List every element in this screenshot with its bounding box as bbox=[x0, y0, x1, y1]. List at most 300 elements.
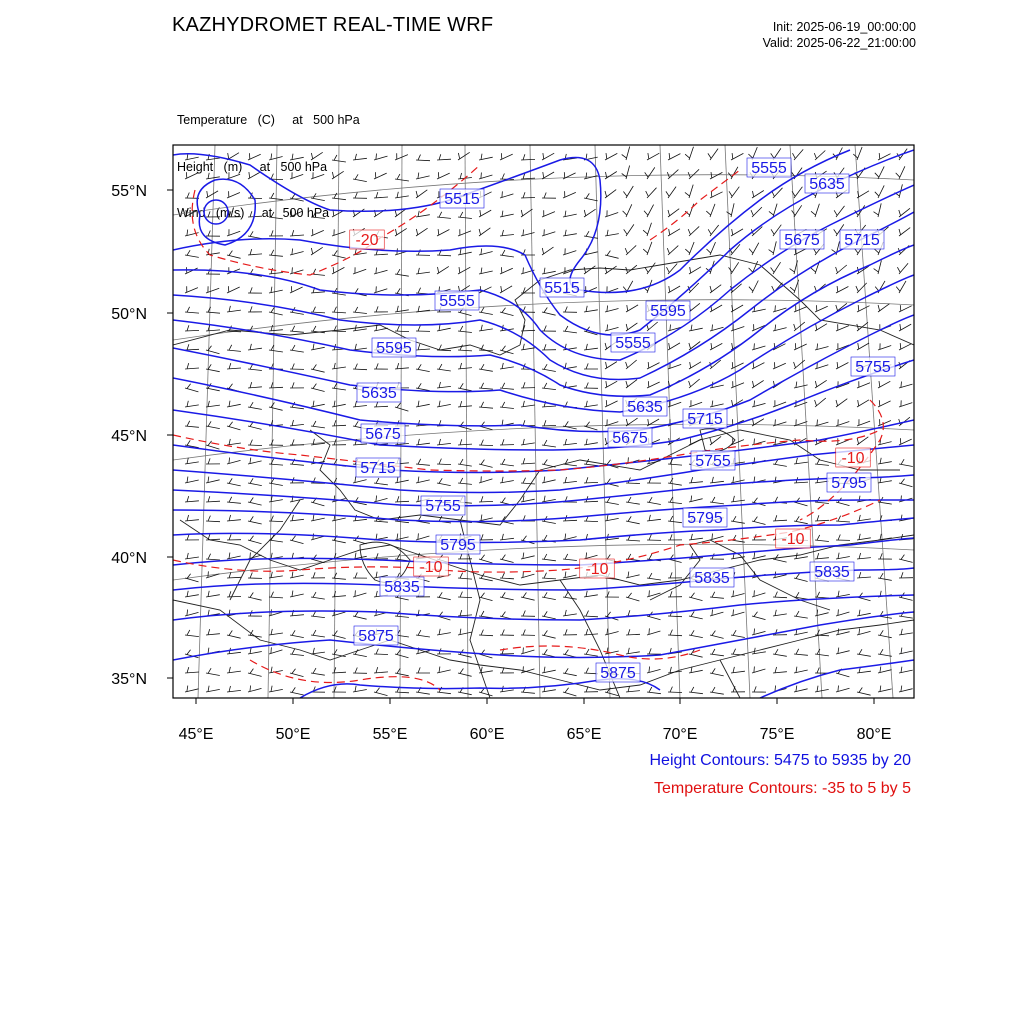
wind-barb bbox=[479, 268, 493, 274]
wind-barb bbox=[437, 629, 451, 635]
wind-barb bbox=[416, 288, 430, 294]
wind-barb bbox=[773, 400, 786, 407]
wind-barb bbox=[374, 306, 388, 312]
wind-barb bbox=[542, 268, 556, 274]
wind-barb bbox=[731, 496, 745, 502]
wind-barb bbox=[500, 286, 512, 293]
wind-barb bbox=[815, 668, 829, 674]
wind-barb bbox=[500, 534, 514, 540]
wind-barb bbox=[374, 553, 388, 559]
wind-barb bbox=[563, 688, 576, 696]
wind-barb bbox=[206, 231, 220, 237]
wind-barb bbox=[311, 152, 323, 160]
wind-barb bbox=[269, 592, 283, 598]
wind-barb bbox=[458, 459, 472, 466]
wind-barb bbox=[878, 381, 890, 388]
wind-barb bbox=[542, 383, 556, 390]
wind-barb bbox=[374, 154, 388, 161]
wind-barb bbox=[185, 250, 199, 257]
wind-barb bbox=[416, 190, 427, 198]
wind-barb bbox=[542, 573, 556, 579]
wind-barb bbox=[248, 231, 262, 238]
svg-text:-10: -10 bbox=[419, 559, 443, 576]
wind-barb bbox=[311, 515, 325, 521]
wind-barb bbox=[899, 555, 913, 563]
wind-barb bbox=[773, 362, 786, 369]
svg-text:5595: 5595 bbox=[376, 340, 412, 357]
wind-barb bbox=[269, 250, 283, 256]
wind-barb bbox=[395, 326, 409, 332]
wind-barb bbox=[269, 609, 282, 616]
wind-barb bbox=[416, 630, 430, 637]
country-borders bbox=[173, 255, 914, 698]
wind-barb bbox=[269, 307, 283, 315]
wind-barb bbox=[710, 285, 721, 293]
wind-barb bbox=[374, 496, 388, 503]
wind-barb bbox=[542, 496, 556, 502]
wind-barb bbox=[710, 436, 721, 445]
wind-barb bbox=[479, 688, 493, 696]
wind-barb bbox=[668, 572, 682, 578]
wind-barb bbox=[899, 459, 913, 466]
wind-barb bbox=[853, 147, 862, 160]
wind-barb bbox=[688, 169, 699, 179]
wind-barb bbox=[332, 363, 346, 369]
wind-barb bbox=[458, 152, 470, 160]
wind-barb bbox=[290, 420, 304, 426]
wind-barb bbox=[731, 381, 744, 388]
wind-barb bbox=[500, 308, 514, 316]
wind-barb bbox=[185, 172, 198, 179]
height-contour-label bbox=[683, 508, 727, 527]
wind-barb bbox=[647, 535, 661, 541]
wind-barb bbox=[458, 229, 471, 236]
wind-barb bbox=[458, 478, 472, 485]
svg-text:5795: 5795 bbox=[440, 537, 476, 554]
wind-barb bbox=[563, 439, 577, 445]
wind-barb bbox=[857, 191, 869, 198]
wind-barb bbox=[311, 648, 325, 654]
wind-barb bbox=[668, 286, 680, 293]
wind-barb bbox=[815, 305, 828, 312]
wind-barb bbox=[731, 153, 743, 160]
wind-barb bbox=[836, 516, 850, 522]
wind-barb bbox=[605, 251, 619, 259]
wind-barb bbox=[563, 477, 577, 483]
wind-barb bbox=[731, 229, 743, 236]
wind-barb bbox=[479, 476, 492, 483]
latitude-labels bbox=[111, 183, 147, 688]
wind-barb bbox=[542, 611, 556, 619]
wind-barb bbox=[500, 250, 514, 257]
variable-height: Height (m) at 500 hPa bbox=[177, 159, 328, 174]
lon-label-45: 45°E bbox=[178, 726, 214, 743]
height-contour-label bbox=[540, 278, 584, 297]
wind-barb bbox=[416, 268, 430, 274]
wind-barb bbox=[752, 686, 766, 692]
wind-barb bbox=[815, 649, 829, 656]
wind-barb bbox=[185, 325, 199, 331]
wind-barb bbox=[896, 281, 906, 293]
wind-barb bbox=[710, 343, 722, 350]
wind-barb bbox=[899, 400, 912, 407]
wind-barb bbox=[353, 307, 367, 314]
wind-barb bbox=[206, 441, 219, 449]
wind-barb bbox=[227, 534, 241, 540]
wind-barb bbox=[416, 477, 430, 483]
wind-barb bbox=[206, 554, 220, 560]
wind-barb bbox=[771, 262, 781, 274]
wind-barb bbox=[227, 363, 241, 369]
svg-text:5595: 5595 bbox=[650, 303, 686, 320]
wind-barb bbox=[899, 228, 910, 236]
wind-barb bbox=[416, 459, 430, 466]
wind-barb bbox=[563, 344, 577, 350]
svg-text:5755: 5755 bbox=[855, 359, 891, 376]
wind-barb bbox=[584, 477, 598, 483]
wind-barb bbox=[227, 631, 241, 639]
wind-barb bbox=[815, 535, 829, 542]
wind-barb bbox=[290, 154, 304, 160]
wind-barb bbox=[311, 172, 324, 179]
wind-barb bbox=[290, 210, 303, 217]
wind-barb bbox=[647, 381, 660, 388]
wind-barb bbox=[605, 210, 618, 217]
wind-barb bbox=[185, 496, 199, 502]
wind-barb bbox=[836, 553, 850, 559]
wind-barb bbox=[521, 496, 535, 502]
wind-barb bbox=[458, 629, 472, 635]
wind-barb bbox=[542, 460, 556, 468]
wind-barb bbox=[374, 363, 388, 369]
lon-label-80: 80°E bbox=[856, 726, 892, 743]
wind-barb bbox=[479, 325, 493, 331]
variable-temperature: Temperature (C) at 500 hPa bbox=[177, 113, 360, 127]
wind-barb bbox=[836, 362, 848, 369]
wind-barb bbox=[290, 326, 304, 333]
wind-barb bbox=[206, 516, 220, 522]
height-contour-label bbox=[357, 383, 401, 402]
wind-barb bbox=[290, 630, 304, 637]
height-contour-label bbox=[372, 338, 416, 357]
wind-barb bbox=[248, 249, 262, 255]
wind-barb bbox=[227, 515, 241, 521]
height-contour-label bbox=[810, 562, 854, 581]
wind-barb bbox=[689, 325, 703, 331]
svg-text:-20: -20 bbox=[355, 232, 379, 249]
wind-barb bbox=[685, 147, 693, 160]
wind-barb bbox=[542, 193, 556, 199]
wind-barb bbox=[185, 534, 199, 540]
wind-barb bbox=[643, 223, 651, 236]
svg-text:5795: 5795 bbox=[687, 510, 723, 527]
wind-barb bbox=[751, 207, 762, 217]
wind-barb bbox=[626, 572, 640, 578]
wind-barb bbox=[563, 668, 577, 675]
height-contour-label bbox=[436, 535, 480, 554]
wind-barb bbox=[773, 667, 787, 673]
wind-barb bbox=[605, 400, 618, 407]
wind-barb bbox=[710, 649, 724, 656]
wind-barb bbox=[689, 267, 701, 274]
wind-barb bbox=[878, 686, 892, 692]
wind-barb bbox=[269, 629, 283, 635]
wind-barb bbox=[227, 229, 240, 236]
wind-barb bbox=[248, 498, 262, 506]
wind-barb bbox=[521, 209, 533, 217]
wind-barb bbox=[542, 649, 556, 657]
wind-barb bbox=[332, 573, 346, 580]
wind-barb bbox=[689, 477, 703, 483]
wind-barb bbox=[353, 612, 367, 620]
wind-barb bbox=[206, 686, 220, 692]
wind-barb bbox=[500, 383, 514, 390]
wind-barb bbox=[584, 306, 598, 312]
wind-barb bbox=[584, 401, 598, 407]
wind-barb bbox=[416, 364, 430, 371]
wind-barb bbox=[311, 611, 325, 618]
wind-barb bbox=[500, 363, 514, 369]
wind-barb bbox=[416, 667, 430, 673]
wind-barb bbox=[353, 573, 367, 579]
wind-barb bbox=[899, 324, 911, 331]
wind-barb bbox=[206, 346, 220, 354]
wind-barb bbox=[752, 612, 766, 620]
height-contour-label bbox=[356, 458, 400, 477]
wind-barb bbox=[899, 629, 913, 635]
svg-text:5755: 5755 bbox=[695, 453, 731, 470]
longitude-labels bbox=[179, 726, 892, 743]
wind-barb bbox=[374, 478, 388, 485]
wind-barb bbox=[227, 553, 241, 559]
height-contour-label bbox=[747, 158, 791, 177]
wind-barb bbox=[710, 497, 724, 504]
wind-barb bbox=[794, 322, 805, 331]
wind-barb bbox=[479, 228, 490, 236]
wind-barb bbox=[416, 326, 430, 332]
wind-barb bbox=[584, 193, 598, 201]
wind-barb bbox=[353, 686, 367, 692]
height-contour-label bbox=[440, 189, 484, 208]
wind-barb bbox=[563, 554, 577, 561]
wind-barb bbox=[896, 166, 905, 179]
wind-barb bbox=[311, 247, 323, 255]
wind-barb bbox=[542, 229, 555, 236]
wind-barb bbox=[479, 173, 492, 180]
wind-barb bbox=[836, 686, 850, 693]
wind-barb bbox=[395, 496, 409, 502]
wind-barb bbox=[500, 402, 514, 409]
wind-barb bbox=[437, 364, 451, 371]
wind-barb bbox=[395, 363, 409, 369]
wind-barb bbox=[731, 438, 744, 445]
wind-barb bbox=[353, 364, 367, 370]
wind-barb bbox=[563, 610, 577, 616]
wind-barb bbox=[353, 553, 367, 559]
wind-barb bbox=[626, 593, 639, 601]
wind-barb bbox=[605, 362, 617, 369]
wind-barb bbox=[710, 325, 724, 332]
wind-barb bbox=[437, 154, 451, 160]
wind-barb bbox=[752, 401, 766, 408]
height-contour-label bbox=[611, 333, 655, 352]
wind-barb bbox=[248, 516, 262, 524]
wind-barb bbox=[290, 649, 304, 656]
svg-text:5675: 5675 bbox=[365, 426, 401, 443]
wind-barb bbox=[185, 344, 199, 350]
wind-barb bbox=[227, 422, 240, 430]
wind-barb bbox=[563, 211, 577, 217]
wind-barb bbox=[206, 534, 220, 540]
wind-barb bbox=[458, 669, 472, 677]
wind-barb bbox=[710, 631, 724, 639]
wind-barb bbox=[605, 515, 619, 521]
wind-barb bbox=[794, 574, 808, 582]
wind-barb bbox=[374, 268, 388, 275]
wind-barb bbox=[710, 401, 724, 407]
wind-barb bbox=[479, 515, 493, 521]
wind-barb bbox=[332, 326, 346, 332]
wind-barb bbox=[290, 687, 304, 695]
wind-barb bbox=[752, 553, 766, 559]
wind-barb bbox=[290, 536, 304, 544]
wind-barb bbox=[479, 440, 493, 446]
wind-barb bbox=[416, 173, 430, 179]
wind-barb bbox=[584, 383, 598, 389]
wind-barb bbox=[248, 153, 261, 160]
wind-barb bbox=[794, 649, 808, 656]
wind-barb bbox=[521, 648, 534, 655]
wind-barb bbox=[269, 345, 283, 352]
wind-barb bbox=[668, 153, 680, 160]
wind-barb bbox=[668, 325, 682, 332]
wind-barb bbox=[605, 306, 619, 313]
wind-barb bbox=[479, 630, 493, 636]
wind-barb bbox=[248, 382, 262, 388]
wind-barb bbox=[311, 384, 325, 392]
wind-barb bbox=[500, 191, 513, 198]
wind-barb bbox=[248, 686, 262, 693]
wind-barb bbox=[479, 402, 493, 408]
wind-barb bbox=[794, 305, 807, 312]
wind-barb bbox=[206, 286, 219, 293]
wind-barb bbox=[752, 362, 764, 369]
wind-barb bbox=[227, 439, 241, 445]
wind-barb bbox=[248, 458, 262, 464]
wind-barb bbox=[206, 668, 220, 675]
wind-barb bbox=[374, 649, 388, 655]
wind-barb bbox=[269, 287, 283, 293]
wind-barb bbox=[185, 610, 199, 617]
wind-barb bbox=[563, 326, 577, 333]
wind-barb bbox=[668, 516, 682, 523]
wind-barb bbox=[668, 400, 681, 407]
wind-barb bbox=[836, 591, 850, 597]
wind-barb bbox=[332, 420, 346, 426]
wind-barb bbox=[875, 166, 884, 179]
wind-barb bbox=[811, 204, 819, 217]
wind-barb bbox=[815, 324, 827, 331]
wind-barb bbox=[416, 439, 430, 445]
wind-barb bbox=[710, 534, 724, 541]
wind-barb bbox=[521, 154, 535, 160]
wind-barb bbox=[479, 611, 493, 618]
wind-barb bbox=[206, 307, 220, 313]
wind-barb bbox=[899, 382, 913, 389]
wind-barb bbox=[185, 686, 199, 692]
height-contour-label bbox=[840, 230, 884, 249]
wind-barb bbox=[479, 364, 493, 371]
wind-barb bbox=[500, 439, 514, 445]
wind-barb bbox=[752, 629, 766, 636]
wind-barb bbox=[227, 686, 241, 692]
wind-barb bbox=[458, 610, 472, 616]
wind-barb bbox=[542, 308, 556, 316]
wind-barb bbox=[752, 517, 766, 525]
wind-barb bbox=[878, 630, 892, 637]
wind-barb bbox=[605, 172, 617, 180]
wind-barb bbox=[706, 204, 715, 217]
wind-barb bbox=[227, 251, 241, 259]
wind-barb bbox=[353, 267, 366, 274]
wind-barb bbox=[185, 591, 199, 597]
svg-text:5715: 5715 bbox=[844, 232, 880, 249]
wind-barb bbox=[563, 307, 577, 313]
wind-barb bbox=[752, 590, 765, 597]
wind-barb bbox=[731, 305, 743, 312]
wind-barb bbox=[899, 593, 913, 601]
wind-barb bbox=[689, 593, 703, 601]
wind-barb bbox=[815, 515, 829, 521]
wind-barb bbox=[437, 229, 449, 236]
wind-barb bbox=[416, 155, 430, 161]
wind-barb bbox=[647, 573, 661, 580]
height-contour-label bbox=[380, 577, 424, 596]
svg-text:-10: -10 bbox=[781, 531, 805, 548]
wind-barb bbox=[269, 440, 283, 446]
wind-barb bbox=[731, 667, 745, 673]
height-contour-label bbox=[435, 291, 479, 310]
wind-barb bbox=[773, 610, 787, 616]
wind-barb bbox=[668, 630, 682, 636]
wind-barb bbox=[710, 668, 724, 676]
wind-barb bbox=[878, 343, 891, 350]
wind-barb bbox=[500, 630, 514, 636]
wind-barb bbox=[646, 188, 657, 198]
wind-barb bbox=[311, 229, 324, 236]
wind-barb bbox=[626, 360, 637, 369]
wind-barb bbox=[248, 344, 262, 350]
wind-barb bbox=[605, 629, 619, 635]
valid-time: Valid: 2025-06-22_21:00:00 bbox=[762, 36, 916, 50]
wind-barb bbox=[479, 496, 493, 502]
wind-barb bbox=[605, 230, 619, 236]
wind-barb bbox=[749, 281, 758, 294]
wind-barb bbox=[689, 438, 702, 445]
lat-label-55: 55°N bbox=[111, 183, 147, 200]
wind-barb bbox=[563, 534, 577, 540]
svg-text:-10: -10 bbox=[841, 450, 865, 467]
wind-barb bbox=[731, 630, 745, 637]
wind-barb bbox=[731, 516, 745, 523]
wind-barb bbox=[458, 363, 472, 369]
map-frame bbox=[173, 145, 914, 698]
wind-barb bbox=[185, 363, 199, 369]
wind-barb bbox=[899, 343, 912, 350]
wind-barb bbox=[668, 343, 680, 350]
svg-text:5555: 5555 bbox=[439, 293, 475, 310]
wind-barb bbox=[563, 230, 577, 236]
